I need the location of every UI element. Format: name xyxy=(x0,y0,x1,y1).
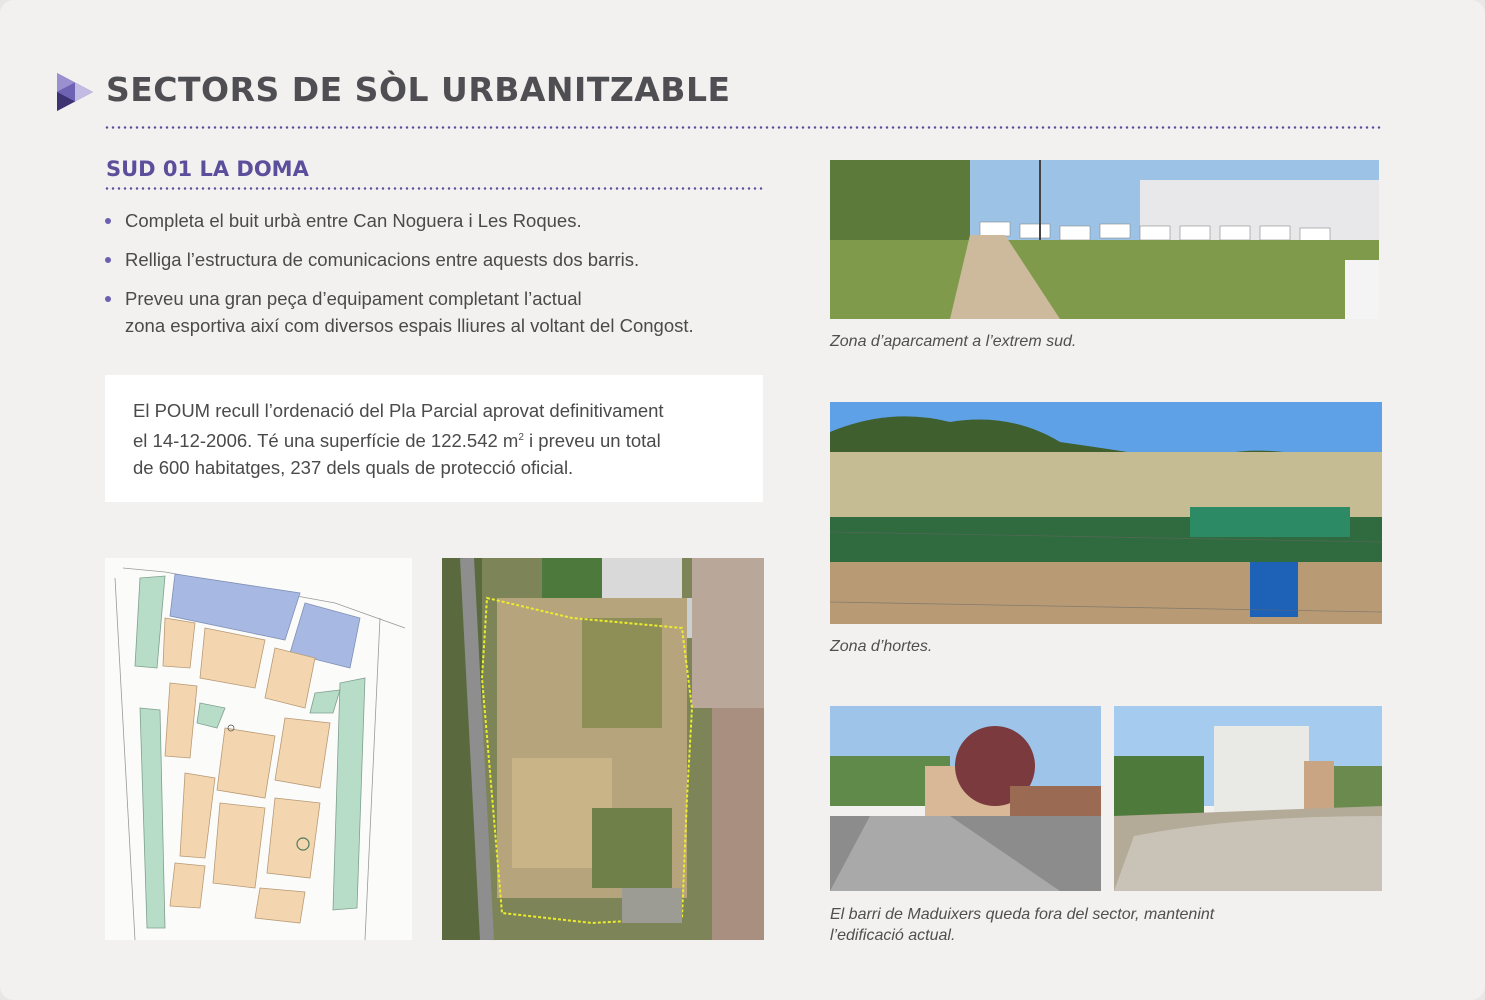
section-divider xyxy=(104,187,764,190)
photo-caption: Zona d’hortes. xyxy=(830,638,933,655)
info-box xyxy=(105,375,763,502)
info-text: el 14-12-2006. Té una superfície de 122.542 $m^2$ i preveu un total xyxy=(133,430,661,451)
page-title: SECTORS DE SÒL URBANITZABLE xyxy=(106,70,731,109)
list-item xyxy=(104,285,774,339)
bullet-text: Completa el buit urbà entre Can Noguera i Les Roques. xyxy=(125,210,582,231)
title-divider xyxy=(104,126,1382,129)
gardens-photo xyxy=(830,402,1382,624)
street-photo-right xyxy=(1114,706,1382,891)
urban-plan-map xyxy=(105,558,412,940)
triangle-logo-icon xyxy=(57,73,93,111)
aerial-photo xyxy=(442,558,764,940)
list-item xyxy=(104,207,774,234)
info-text: de 600 habitatges, 237 dels quals de protecció oficial. xyxy=(133,457,574,478)
bullet-text: zona esportiva així com diversos espais lliures al voltant del Congost. xyxy=(125,315,694,336)
info-text: El POUM recull l’ordenació del Pla Parcial aprovat definitivament xyxy=(133,400,664,421)
bullet-icon xyxy=(105,257,111,263)
section-title: SUD 01 LA DOMA xyxy=(106,157,309,181)
bullet-icon xyxy=(105,296,111,302)
list-item xyxy=(104,246,774,273)
photo-caption: Zona d’aparcament a l’extrem sud. xyxy=(830,333,1077,350)
bullet-list xyxy=(104,207,774,351)
bullet-text: Relliga l’estructura de comunicacions entre aquests dos barris. xyxy=(125,249,640,270)
street-photo-left xyxy=(830,706,1101,891)
bullet-text: Preveu una gran peça d’equipament completant l’actual xyxy=(125,288,582,309)
photo-caption: El barri de Maduixers queda fora del sector, mantenint l’edificació actual. xyxy=(830,906,1215,944)
parking-photo xyxy=(830,160,1379,319)
bullet-icon xyxy=(105,218,111,224)
